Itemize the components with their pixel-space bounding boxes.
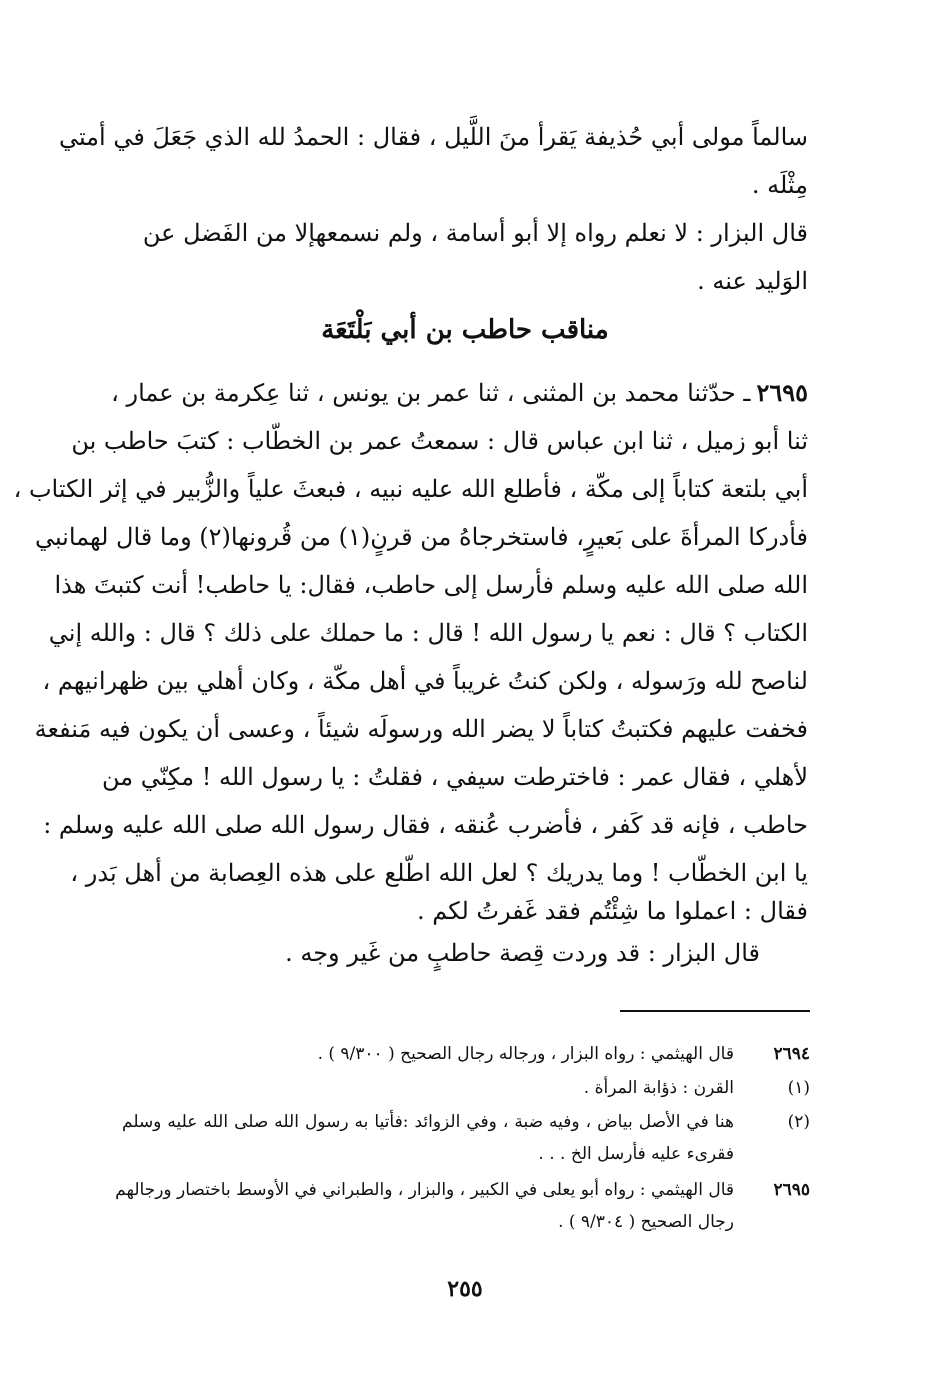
footnote-number-4: ٢٦٩٥ — [773, 1180, 810, 1200]
hadith-line-10: حاطب ، فإنه قد كَفر ، فأضرب عُنقه ، فقال رسول الله صلى الله عليه وسلم : — [43, 811, 808, 839]
hadith-line-2: ثنا أبو زميل ، ثنا ابن عباس قال : سمعتُ عمر بن الخطّاب : كتبَ حاطب بن — [71, 427, 808, 455]
footnote-text-4a: قال الهيثمي : رواه أبو يعلى في الكبير ، والبزار ، والطبراني في الأوسط باختصار ورجالهم — [115, 1180, 734, 1200]
page-number: ٢٥٥ — [447, 1276, 483, 1302]
hadith-line-8: فخفت عليهم فكتبتُ كتاباً لا يضر الله ورسولَه شيئاً ، وعسى أن يكون فيه مَنفعة — [34, 715, 808, 743]
footnote-text-1: قال الهيثمي : رواه البزار ، ورجاله رجال الصحيح ( ٩/٣٠٠ ) . — [317, 1044, 734, 1064]
body-line-3: قال البزار : لا نعلم رواه إلا أبو أسامة ، ولم نسمعهإلا من الفَضل عن — [142, 219, 808, 247]
hadith-line-5: الله صلى الله عليه وسلم فأرسل إلى حاطب، فقال: يا حاطب! أنت كتبتَ هذا — [54, 571, 808, 599]
footnote-number-3: (٢) — [787, 1112, 810, 1132]
hadith-line-11: يا ابن الخطّاب ! وما يدريك ؟ لعل الله اطّلع على هذه العِصابة من أهل بَدر ، — [70, 859, 808, 887]
hadith-line-9: لأهلي ، فقال عمر : فاخترطت سيفي ، فقلتُ : يا رسول الله ! مكِنّي من — [101, 763, 808, 791]
body-line-1: سالماً مولى أبي حُذيفة يَقرأ منَ اللَّيل ، فقال : الحمدُ لله الذي جَعَلَ في أمتي — [58, 123, 808, 151]
body-line-4: الوَليد عنه . — [697, 267, 808, 295]
hadith-number: ٢٦٩٥ — [756, 378, 808, 407]
hadith-line-7: لناصح لله ورَسوله ، ولكن كنتُ غريباً في أهل مكّة ، وكان أهلي بين ظهرانيهم ، — [42, 667, 808, 695]
hadith-first-line — [111, 378, 808, 408]
body-line-2: مِثْلَه . — [751, 171, 808, 199]
hadith-line-1: ـ حدّثنا محمد بن المثنى ، ثنا عمر بن يونس ، ثنا عِكرمة بن عمار ، — [111, 379, 751, 407]
hadith-line-3: أبي بلتعة كتاباً إلى مكّة ، فأطلع الله عليه نبيه ، فبعثَ علياً والزُّبير في إثر الكتاب ، — [13, 475, 808, 503]
footnote-separator — [620, 1010, 810, 1012]
hadith-line-6: الكتاب ؟ قال : نعم يا رسول الله ! قال : ما حملك على ذلك ؟ قال : والله إني — [48, 619, 808, 647]
footnote-number-2: (١) — [787, 1078, 810, 1098]
footnote-text-3a: هنا في الأصل بياض ، وفيه ضبة ، وفي الزوائد :فأتيا به رسول الله صلى الله عليه وسلم — [122, 1112, 734, 1132]
hadith-line-4: فأدركا المرأةَ على بَعيرٍ، فاستخرجاهُ من قرنٍ(١) من قُرونها(٢) وما قال لهمانبي — [34, 523, 808, 551]
footnote-text-4b: رجال الصحيح ( ٩/٣٠٤ ) . — [558, 1212, 734, 1232]
footnote-text-2: القرن : ذؤابة المرأة . — [583, 1078, 734, 1098]
hadith-line-12: فقال : اعملوا ما شِئْتُم فقد غَفرتُ لكم . — [417, 897, 808, 925]
section-heading: مناقب حاطب بن أبي بَلْتَعَة — [321, 315, 609, 345]
footnote-number-1: ٢٦٩٤ — [773, 1044, 810, 1064]
footnote-text-3b: فقرىء عليه فأرسل الخ . . . — [538, 1144, 734, 1164]
closing-line: قال البزار : قد وردت قِصة حاطبٍ من غَير وجه . — [285, 939, 760, 967]
